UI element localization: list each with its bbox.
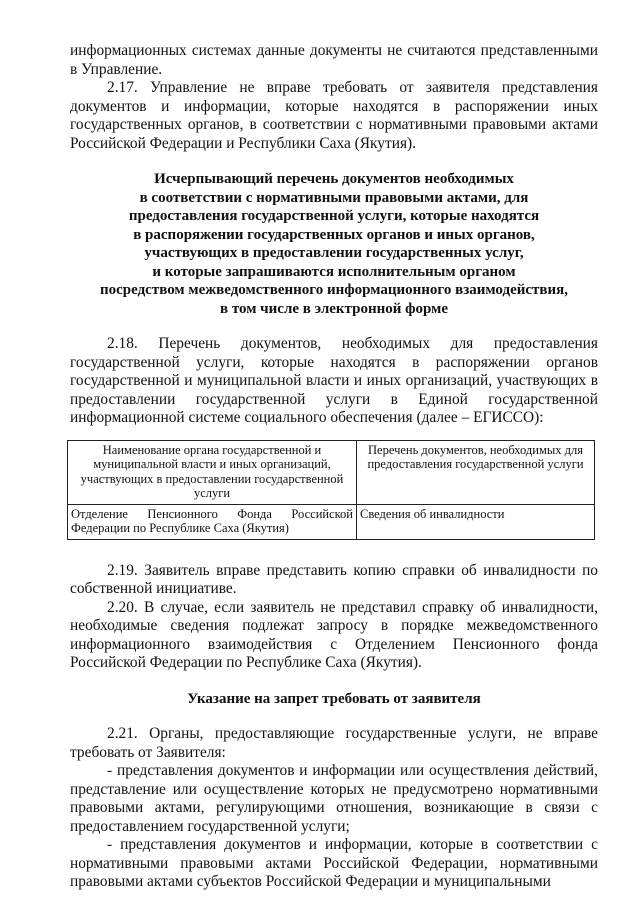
table-header-cell: Перечень документов, необходимых для предоставления государственной услуги <box>357 440 595 504</box>
table-header-row <box>68 440 595 504</box>
paragraph-2-21: 2.21. Органы, предоставляющие государственные услуги, не вправе требовать от Заявителя: <box>70 725 598 761</box>
paragraph-2-19: 2.19. Заявитель вправе представить копию справки об инвалидности по собственной инициативе. <box>70 561 598 597</box>
table-row <box>68 504 595 539</box>
section-heading-documents: Исчерпывающий перечень документов необходимых в соответствии с нормативными правовыми актами, для предоставления государственной услуги, которые находятся в распоряжении государственных органов и иных органов, участвующих в предоставлении государственных услуг, и которые запрашиваются исполнительным органом посредством межведомственного информационного взаимодействия, в том числе в электронной форме <box>99 171 569 317</box>
list-item: - представления документов и информации или осуществления действий, представление или осуществление которых не предусмотрено нормативными правовыми актами, регулирующими отношения, возникающие в связи с предоставлением государственной услуги; <box>70 762 598 835</box>
section-heading-prohibition: Указание на запрет требовать от заявителя <box>187 690 481 707</box>
paragraph-2-17: 2.17. Управление не вправе требовать от заявителя представления документов и информации, которые находятся в распоряжении иных государственных органов, в соответствии с нормативными правовыми актами Российской Федерации и Республики Саха (Якутия). <box>70 79 598 152</box>
table-cell: Отделение Пенсионного Фонда Российской Федерации по Республике Саха (Якутия) <box>68 504 357 539</box>
paragraph-2-18: 2.18. Перечень документов, необходимых для предоставления государственной услуги, которые находятся в распоряжении органов государственной и муниципальной власти и иных организаций, участвующих в предоставлении государственной услуги в Единой государственной информационной системе социального обеспечения (далее – ЕГИССО): <box>70 335 598 426</box>
document-page <box>70 42 598 892</box>
paragraph-2-20: 2.20. В случае, если заявитель не представил справку об инвалидности, необходимые сведения подлежат запросу в порядке межведомственного информационного взаимодействия с Отделением Пенсионного фонда Российской Федерации по Республике Саха (Якутия). <box>70 598 598 671</box>
paragraph-continuation: информационных системах данные документы не считаются представленными в Управление. <box>70 42 598 78</box>
documents-table <box>67 440 595 540</box>
list-item: - представления документов и информации, которые в соответствии с нормативными правовыми актами Российской Федерации, нормативными правовыми актами субъектов Российской Федерации и муниципальными <box>70 836 598 890</box>
table-header-cell: Наименование органа государственной и муниципальной власти и иных организаций, участвующих в предоставлении государственной услуги <box>68 440 357 504</box>
table-cell: Сведения об инвалидности <box>357 504 595 539</box>
